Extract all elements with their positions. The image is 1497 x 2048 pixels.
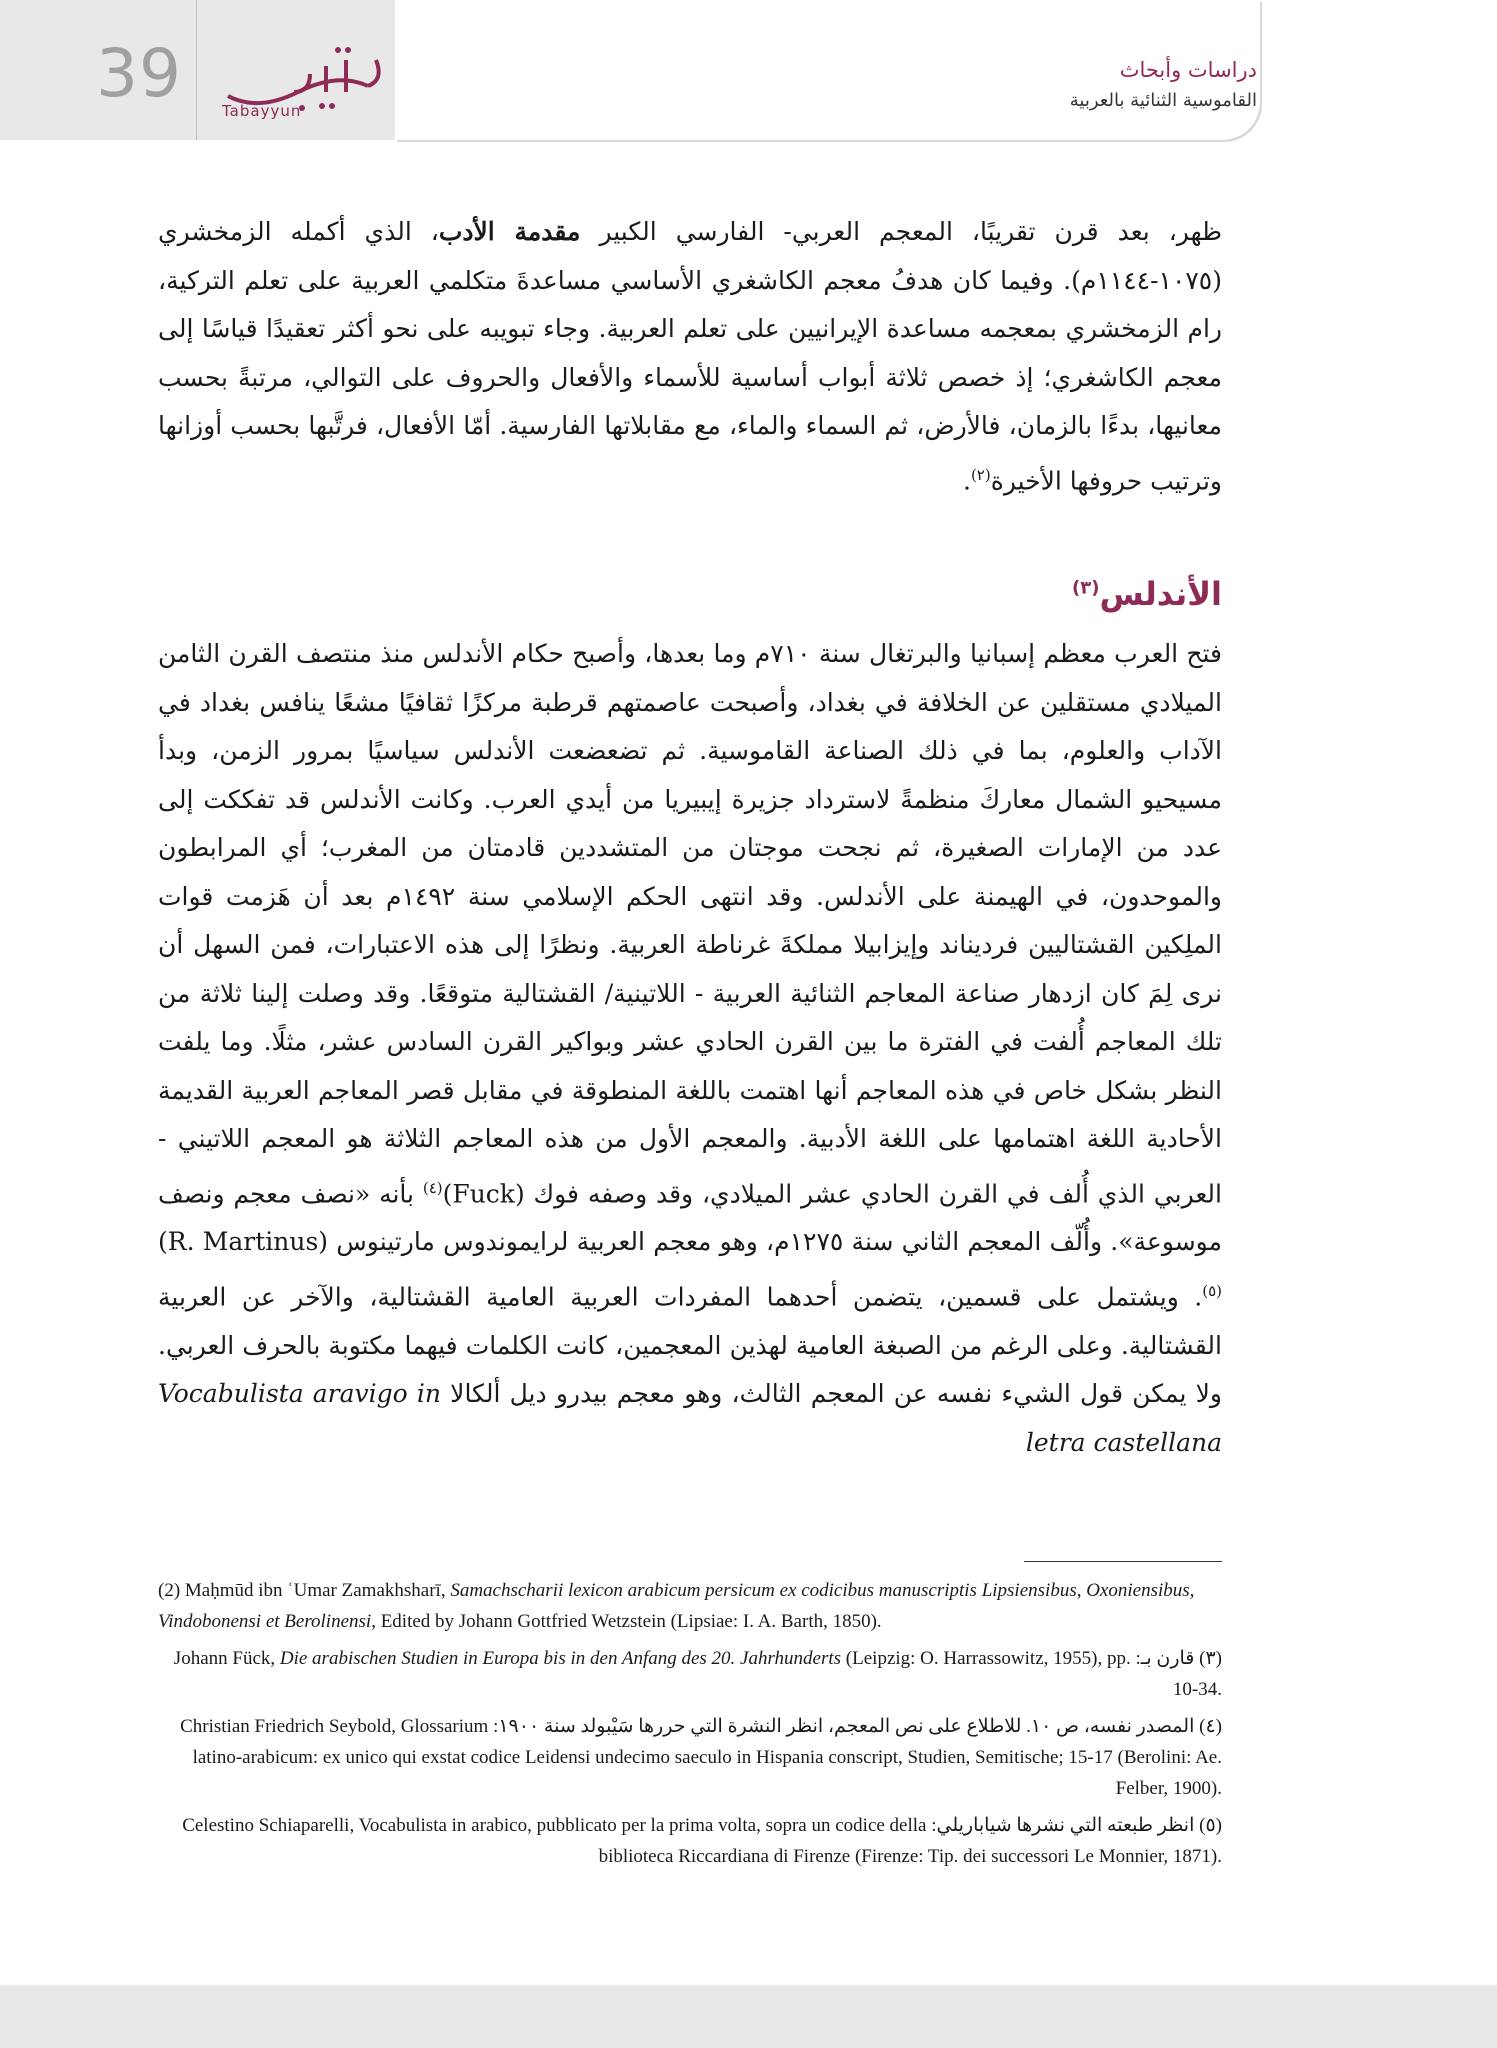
footnote-ref: (٣) bbox=[1071, 577, 1100, 599]
footnote-3 bbox=[158, 1643, 1222, 1705]
footnote-ref: (٥) bbox=[1202, 1281, 1222, 1300]
footnote-text: (٤) المصدر نفسه، ص ١٠. للاطلاع على نص المعجم، انظر النشرة التي حررها سَيْبولد سنة ١٩٠٠: bbox=[488, 1716, 1222, 1737]
footnote-text: (٣) قارن بـ: bbox=[1130, 1648, 1222, 1669]
paragraph-text: . bbox=[962, 465, 971, 495]
paragraph-1 bbox=[158, 208, 1222, 505]
header-divider bbox=[196, 0, 197, 140]
footnote-citation bbox=[174, 1648, 1222, 1700]
footnote-number: (2) bbox=[158, 1580, 181, 1601]
footnote-2 bbox=[158, 1575, 1222, 1637]
footnote-ref: (٢) bbox=[970, 465, 991, 484]
footnotes bbox=[158, 1575, 1222, 1878]
section-title: دراسات وأبحاث bbox=[1119, 58, 1257, 82]
latin-title: Vocabulista aravigo in letra castellana bbox=[158, 1379, 1222, 1457]
paragraph-text: فتح العرب معظم إسبانيا والبرتغال سنة ٧١٠م وما بعدها، وأصبح حكام الأندلس منذ منتصف القرن الثامن الميلادي مستقلين عن الخلافة في بغداد، وأصبحت عاصمتهم قرطبة مركزًا ثقافيًا مشعًا ينافس بغداد في الآداب والعلوم، بما في ذلك الصناعة القاموسية. ثم تضعضعت الأندلس سياسيًا بمرور الزمن، وبدأ مسيحيو الشمال معاركَ منظمةً لاسترداد جزيرة إيبيريا من أيدي العرب. وكانت الأندلس قد تفككت إلى عدد من الإمارات الصغيرة، ثم نجحت موجتان من المتشددين قادمتان من المغرب؛ أي المرابطون والموحدون، في الهيمنة على الأندلس. وقد انتهى الحكم الإسلامي سنة ١٤٩٢م بعد أن هَزمت قوات الملِكين القشتاليين فرديناند وإيزابيلا مملكةَ غرناطة العربية. ونظرًا إلى هذه الاعتبارات، فمن السهل أن نرى لِمَ كان ازدهار صناعة المعاجم الثنائية العربية - اللاتينية/ القشتالية متوقعًا. وقد وصلت إلينا ثلاثة من تلك المعاجم أُلفت في الفترة ما بين القرن الحادي عشر وبواكير القرن السادس عشر، مثلًا. وما يلفت النظر بشكل خاص في هذه المعاجم أنها اهتمت باللغة المنطوقة في مقابل قصر المعاجم العربية القديمة الأحادية اللغة اهتمامها على اللغة الأدبية. والمعجم الأول من هذه المعاجم الثلاثة هو المعجم اللاتيني - العربي الذي أُلف في القرن الحادي عشر الميلادي، وقد وصفه فوك bbox=[158, 639, 1223, 1208]
page-number: 39 bbox=[96, 35, 182, 112]
section-heading-text: الأندلس bbox=[1099, 575, 1222, 613]
footnote-citation: Celestino Schiaparelli, Vocabulista in arabico, pubblicato per la prima volta, sopra un codice della biblioteca Riccardiana di Firenze (Firenze: Tip. dei successori Le Monnier, 1871). bbox=[182, 1815, 1222, 1867]
paragraph-text: بأنه «نصف معجم ونصف موسوعة». وأُلّف المعجم الثاني سنة ١٢٧٥م، وهو معجم العربية لرايموندوس مارتينوس bbox=[158, 1178, 1222, 1257]
logo-latin-text: Tabayyun bbox=[222, 102, 302, 120]
footnote-text: Johann Fück, bbox=[173, 1648, 280, 1669]
paragraph-text: . ويشتمل على قسمين، يتضمن أحدهما المفردات العربية العامية القشتالية، والآخر عن العربية القشتالية. وعلى الرغم من الصبغة العامية لهذين المعجمين، كانت الكلمات فيهما مكتوبة بالحرف العربي. ولا يمكن قول الشيء نفسه عن المعجم الثالث، وهو معجم بيدرو ديل ألكالا bbox=[158, 1282, 1222, 1409]
footnote-ref: (٤) bbox=[422, 1178, 443, 1197]
footnote-separator bbox=[1024, 1561, 1222, 1562]
footnote-text: , Edited by Johann Gottfried Wetzstein (Lipsiae: I. A. Barth, 1850). bbox=[371, 1611, 882, 1632]
footnote-title: Die arabischen Studien in Europa bis in den Anfang des 20. Jahrhunderts bbox=[279, 1648, 842, 1669]
section-heading bbox=[822, 575, 1222, 625]
footnote-4 bbox=[158, 1711, 1222, 1804]
paragraph-2 bbox=[158, 630, 1222, 1467]
footnote-text: (Leipzig: O. Harrassowitz, 1955), pp. 10-34. bbox=[841, 1648, 1222, 1700]
latin-name: (Fuck) bbox=[442, 1178, 525, 1208]
footnote-text: Maḥmūd ibn ʿUmar Zamakhsharī, bbox=[180, 1580, 451, 1601]
footnote-text: (٥) انظر طبعته التي نشرها شياباريلي: bbox=[926, 1815, 1222, 1836]
footnote-5 bbox=[158, 1810, 1222, 1872]
latin-name: (R. Martinus) bbox=[158, 1227, 329, 1257]
section-subtitle: القاموسية الثنائية بالعربية bbox=[1069, 90, 1257, 111]
paragraph-text: ، الذي أكمله الزمخشري (١٠٧٥-١١٤٤م). وفيما كان هدفُ معجم الكاشغري الأساسي مساعدةَ متكلمي العربية على تعلم التركية، رام الزمخشري بمعجمه مساعدة الإيرانيين على تعلم العربية. وجاء تبويبه على نحو أكثر تعقيدًا قياسًا إلى معجم الكاشغري؛ إذ خصص ثلاثة أبواب أساسية للأسماء والأفعال والحروف على التوالي، مرتبةً بحسب معانيها، بدءًا بالزمان، فالأرض، ثم السماء والماء، مع مقابلاتها الفارسية. أمّا الأفعال، فرتَّبها بحسب أوزانها وترتيب حروفها الأخيرة bbox=[158, 217, 1222, 495]
paragraph-text: ظهر، بعد قرن تقريبًا، المعجم العربي- الفارسي الكبير bbox=[580, 217, 1223, 246]
footer-bar bbox=[0, 1985, 1497, 2048]
book-title: مقدمة الأدب bbox=[438, 217, 581, 246]
footnote-citation: Christian Friedrich Seybold, Glossarium latino-arabicum: ex unico qui exstat codice Leidensi undecimo saeculo in Hispania conscript, Studien, Semitische; 15-17 (Berolini: Ae. Felber, 1900). bbox=[180, 1716, 1222, 1799]
footnote-title: Samachscharii lexicon arabicum persicum ex codicibus manuscriptis Lipsiensibus, Oxoniensibus, Vindobonensi et Berolinensi bbox=[158, 1580, 1195, 1632]
